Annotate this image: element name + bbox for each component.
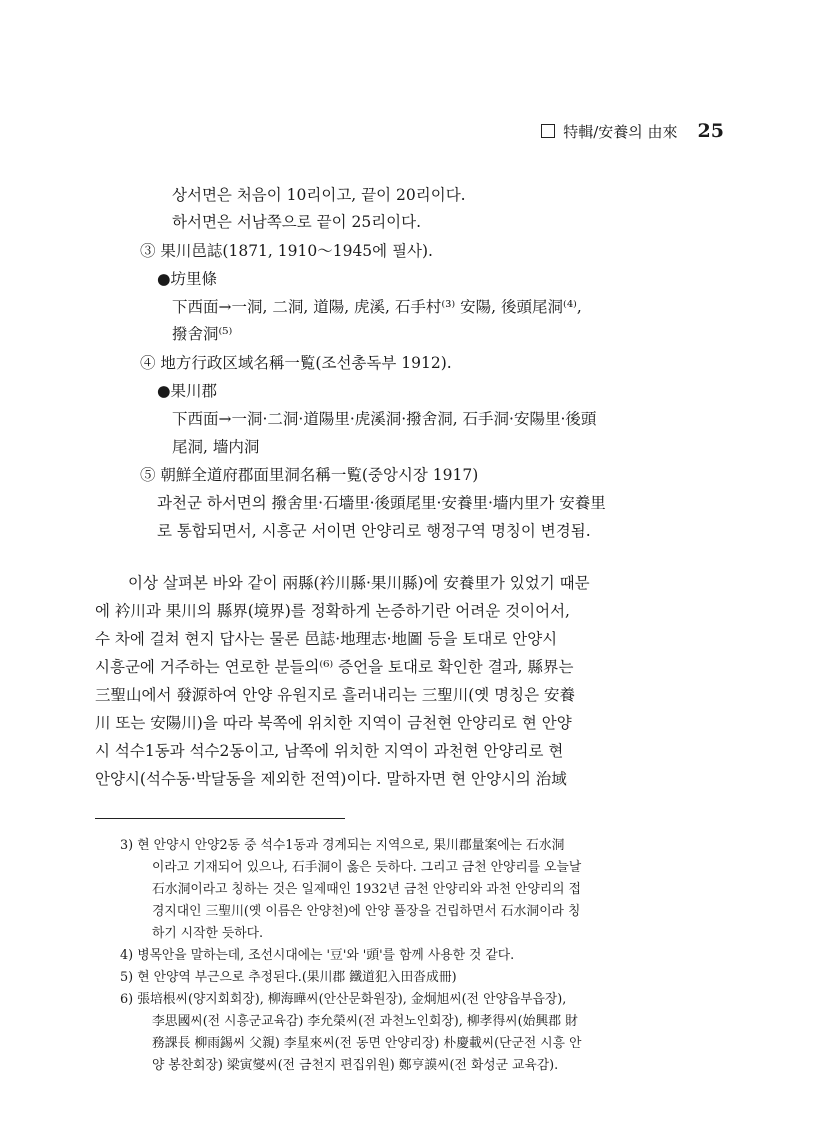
page-number: 25 <box>697 120 724 142</box>
footnote-line: 務課長 柳雨錫씨 父親) 李星來씨(전 동면 안양리장) 朴慶載씨(단군전 시흥 안 <box>152 1036 582 1051</box>
text-line: 수 차에 걸쳐 현지 답사는 물론 邑誌·地理志·地圖 등을 토대로 안양시 <box>95 630 558 648</box>
footnote-line: 3) 현 안양시 안양2동 중 석수1동과 경계되는 지역으로, 果川郡量案에는 石水洞 <box>120 838 565 853</box>
text-line: 시 석수1동과 석수2동이고, 남쪽에 위치한 지역이 과천현 안양리로 현 <box>95 742 564 760</box>
footnote-divider <box>95 818 345 819</box>
footnote-line: 경지대인 三聖川(옛 이름은 안양천)에 안양 풀장을 건립하면서 石水洞이라 칭 <box>152 904 581 919</box>
text-line: 撥舍洞⁽⁵⁾ <box>172 325 233 343</box>
footnote-line: 李思國씨(전 시흥군교육감) 李允榮씨(전 과천노인회장), 柳孝得씨(始興郡 財 <box>152 1014 578 1029</box>
text-line: 三聖山에서 發源하여 안양 유원지로 흘러내리는 三聖川(옛 명칭은 安養 <box>95 686 576 704</box>
text-line: ④ 地方行政区域名稱一覧(조선총독부 1912). <box>140 354 452 372</box>
footnote-line: 6) 張培根씨(양지회회장), 柳海曄씨(안산문화원장), 金炯旭씨(전 안양읍부읍장), <box>120 992 567 1007</box>
footnote-line: 하기 시작한 듯하다. <box>152 926 264 941</box>
text-line: 상서면은 처음이 10리이고, 끝이 20리이다. <box>172 186 466 204</box>
text-line: 에 衿川과 果川의 縣界(境界)를 정확하게 논증하기란 어려운 것이어서, <box>95 602 570 620</box>
text-line: 안양시(석수동·박달동을 제외한 전역)이다. 말하자면 현 안양시의 治域 <box>95 770 567 788</box>
footnote-line: 石水洞이라고 칭하는 것은 일제때인 1932년 금천 안양리와 과천 안양리의 접 <box>152 882 581 897</box>
text-line: 尾洞, 墻内洞 <box>172 438 260 456</box>
text-line: 시흥군에 거주하는 연로한 분들의⁽⁶⁾ 증언을 토대로 확인한 결과, 縣界는 <box>95 658 574 676</box>
footnote-line: 양 봉찬회장) 梁寅燮씨(전 금천지 편집위원) 鄭亨謨씨(전 화성군 교육감). <box>152 1058 559 1073</box>
box-icon <box>541 124 555 138</box>
text-line: 로 통합되면서, 시흥군 서이면 안양리로 행정구역 명칭이 변경됨. <box>157 522 591 540</box>
text-line: ●坊里條 <box>157 270 218 288</box>
running-header <box>541 120 724 142</box>
footnote-line: 4) 병목안을 말하는데, 조선시대에는 '豆'와 '頭'를 함께 사용한 것 같다. <box>120 948 515 963</box>
text-line: 下西面→一洞·二洞·道陽里·虎溪洞·撥舍洞, 石手洞·安陽里·後頭 <box>172 410 597 428</box>
text-line: ③ 果川邑誌(1871, 1910～1945에 필사). <box>140 242 433 260</box>
text-line: ⑤ 朝鮮全道府郡面里洞名稱一覧(중앙시장 1917) <box>140 466 479 484</box>
footnote-line: 5) 현 안양역 부근으로 추정된다.(果川郡 鐵道犯入田沓成冊) <box>120 970 457 985</box>
text-line: 川 또는 安陽川)을 따라 북쪽에 위치한 지역이 금천현 안양리로 현 안양 <box>95 714 572 732</box>
text-line: 과천군 하서면의 撥舍里·石墻里·後頭尾里·安養里·墻内里가 安養里 <box>157 494 606 512</box>
text-line: ●果川郡 <box>157 382 218 400</box>
section-title: 特輯/安養의 由來 <box>563 122 678 141</box>
text-line: 하서면은 서남쪽으로 끝이 25리이다. <box>172 213 422 231</box>
text-line: 下西面→一洞, 二洞, 道陽, 虎溪, 石手村⁽³⁾ 安陽, 後頭尾洞⁽⁴⁾, <box>172 298 582 316</box>
text-line: 이상 살펴본 바와 같이 兩縣(衿川縣·果川縣)에 安養里가 있었기 때문 <box>128 574 590 592</box>
footnote-line: 이라고 기재되어 있으나, 石手洞이 옳은 듯하다. 그리고 금천 안양리를 오늘날 <box>152 860 582 875</box>
